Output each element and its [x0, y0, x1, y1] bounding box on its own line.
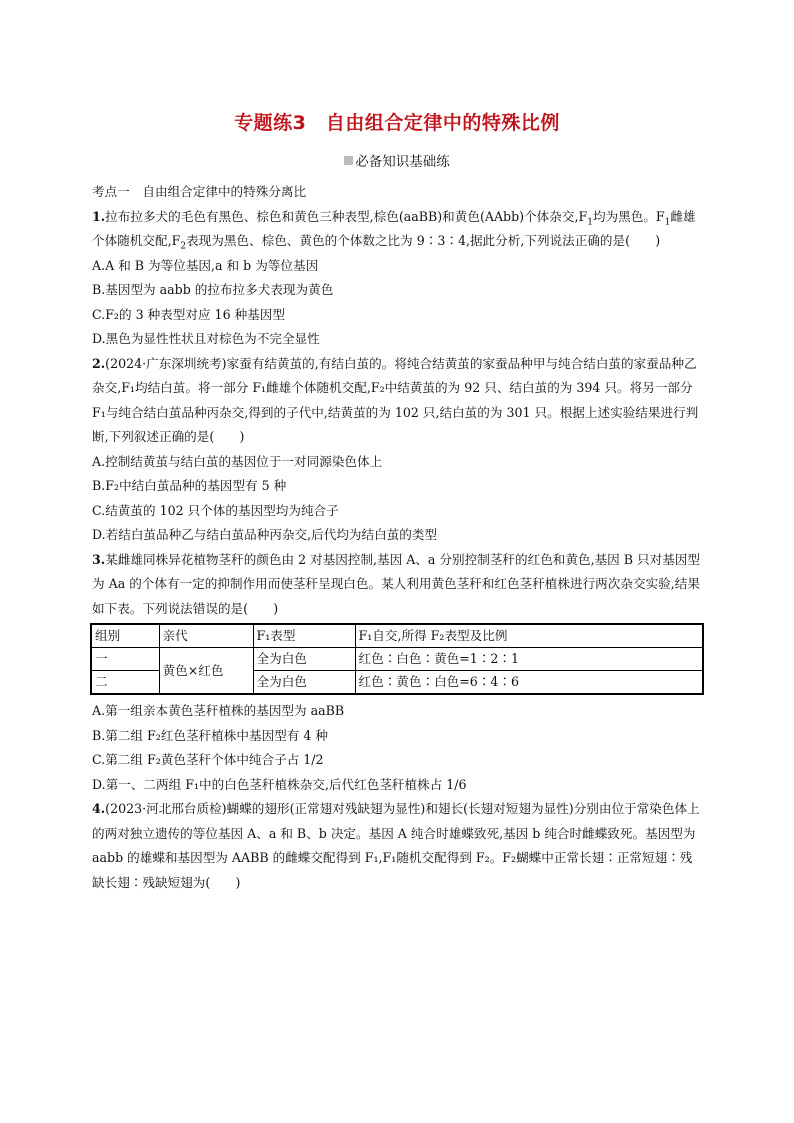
question-1-text-b: 均为黑色。F — [592, 208, 665, 224]
option-b[interactable]: B.F₂中结白茧品种的基因型有 5 种 — [92, 478, 287, 493]
table-header-cell: F₁表型 — [253, 624, 355, 648]
question-2-stem — [92, 352, 702, 450]
option-a[interactable]: A.控制结黄茧与结白茧的基因位于一对同源染色体上 — [92, 453, 383, 469]
table-header-row — [91, 624, 703, 648]
question-2-text: (2024·广东深圳统考)家蚕有结黄茧的,有结白茧的。将纯合结黄茧的家蚕品种甲与纯合结白茧的家蚕品种乙杂交,F₁均结白茧。将一部分 F₁雌雄个体随机交配,F₂中结黄茧的为 92 只、结白茧的为 394 只。将另一部分 F₁与纯合结白茧品种丙杂交,得到的子代中,结黄茧的为 102 只,结白茧的为 301 只。根据上述实验结果进行判断,下列叙述正确的是( ) — [92, 355, 699, 444]
question-number: 3. — [92, 551, 106, 567]
question-1-text-d: 表现为黑色、棕色、黄色的个体数之比为 9∶3∶4,据此分析,下列说法正确的是( ) — [186, 233, 661, 248]
table-header-cell: F₁自交,所得 F₂表型及比例 — [355, 624, 703, 648]
section-heading-text: 必备知识基础练 — [355, 154, 450, 170]
question-1-stem: 1.拉布拉多犬的毛色有黑色、棕色和黄色三种表型,棕色(aaBB)和黄色(AAbb)个体杂交$,F_1$均为黑色。$F_1$雌雄个体随机交配$,F_2$表现为黑色、棕色、黄色的个体数之比为 9∶3∶4,据此分析,下列说法正确的是( ) — [92, 208, 696, 252]
question-number: 2. — [92, 355, 106, 371]
table-cell-group: 一 — [91, 648, 159, 671]
table-cell-f2: 红色∶白色∶黄色=1∶2∶1 — [355, 648, 703, 671]
question-4-text: (2023·河北邢台质检)蝴蝶的翅形(正常翅对残缺翅为显性)和翅长(长翅对短翅为显性)分别由位于常染色体上的两对独立遗传的等位基因 A、a 和 B、b 决定。基因 A 纯合时雄蝶致死,基因 b 纯合时雌蝶致死。基因型为 aabb 的雄蝶和基因型为 AABB 的雌蝶交配得到 F₁,F₁随机交配得到 F₂。F₂蝴蝶中正常长翅∶正常短翅∶残缺长翅∶残缺短翅为( ) — [92, 801, 700, 890]
results-table — [90, 623, 704, 695]
option-b[interactable]: B.第二组 F₂红色茎秆植株中基因型有 4 种 — [92, 727, 328, 743]
question-1-text-c: 雌雄个体随机交配,F — [92, 208, 696, 248]
table-cell-f1: 全为白色 — [253, 671, 355, 695]
table-cell-parent: 黄色×红色 — [159, 648, 253, 695]
option-c[interactable]: C.第二组 F₂黄色茎秆个体中纯合子占 1/2 — [92, 752, 324, 767]
option-a[interactable]: A.A 和 B 为等位基因,a 和 b 为等位基因 — [92, 257, 319, 273]
question-3-stem — [92, 548, 702, 622]
option-d[interactable]: D.第一、二两组 F₁中的白色茎秆植株杂交,后代红色茎秆植株占 1/6 — [92, 776, 467, 792]
table-header-cell: 亲代 — [159, 624, 253, 648]
option-a[interactable]: A.第一组亲本黄色茎秆植株的基因型为 aaBB — [92, 703, 345, 718]
table-header-cell: 组别 — [91, 624, 159, 648]
section-marker-icon — [344, 156, 353, 165]
page-title: 专题练3 自由组合定律中的特殊比例 — [234, 112, 560, 134]
table-cell-f1: 全为白色 — [253, 648, 355, 671]
table-row — [91, 648, 703, 671]
question-content — [92, 180, 702, 895]
table-cell-f2: 红色∶黄色∶白色=6∶4∶6 — [355, 671, 703, 695]
table-cell-group: 二 — [91, 671, 159, 695]
section-heading — [0, 150, 794, 170]
option-c[interactable]: C.结黄茧的 102 只个体的基因型均为纯合子 — [92, 502, 339, 518]
option-b[interactable]: B.基因型为 aabb 的拉布拉多犬表现为黄色 — [92, 282, 334, 297]
question-number: 4. — [92, 801, 106, 816]
option-d[interactable]: D.黑色为显性性状且对棕色为不完全显性 — [92, 331, 320, 346]
question-3-text: 某雌雄同株异花植物茎秆的颜色由 2 对基因控制,基因 A、a 分别控制茎秆的红色和黄色,基因 B 只对基因型为 Aa 的个体有一定的抑制作用而使茎秆呈现白色。某人利用黄色茎秆和红色茎秆植株进行两次杂交实验,结果如下表。下列说法错误的是( ) — [92, 551, 700, 616]
question-1-text-a: 拉布拉多犬的毛色有黑色、棕色和黄色三种表型,棕色(aaBB)和黄色(AAbb)个体杂交,F — [105, 208, 588, 224]
topic-heading: 考点一 自由组合定律中的特殊分离比 — [92, 184, 307, 199]
question-4-stem — [92, 797, 702, 895]
question-number: 1. — [92, 208, 106, 224]
option-d[interactable]: D.若结白茧品种乙与结白茧品种丙杂交,后代均为结白茧的类型 — [92, 527, 438, 542]
option-c[interactable]: C.F₂的 3 种表型对应 16 种基因型 — [92, 306, 285, 322]
